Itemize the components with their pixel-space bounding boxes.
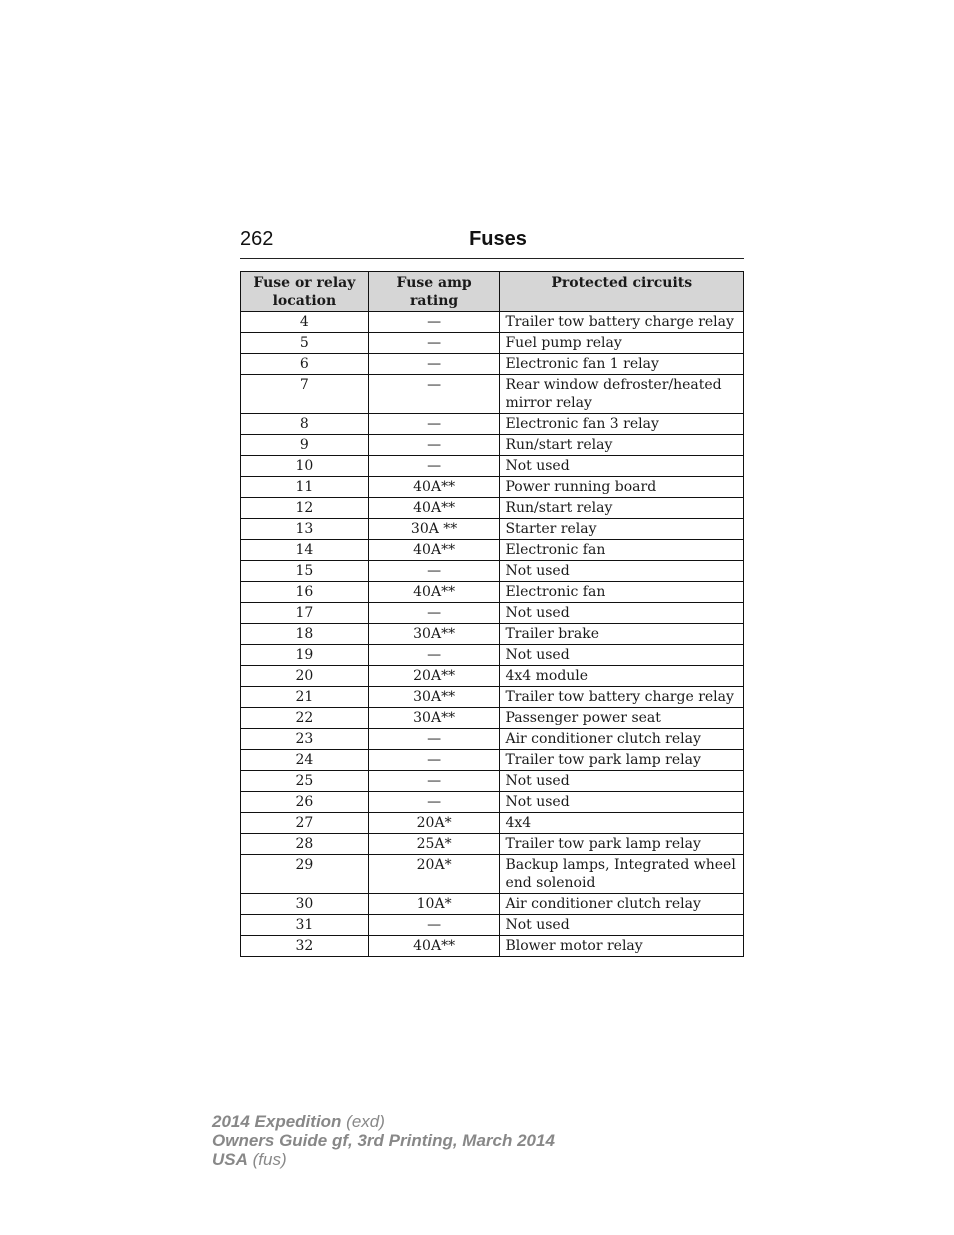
- footer-line-market: [212, 1150, 555, 1169]
- fuse-rating-cell: —: [368, 645, 500, 666]
- protected-circuit-cell: Rear window defroster/heated mirror relay: [500, 375, 744, 414]
- fuse-location-cell: 31: [241, 915, 369, 936]
- footer-printing: Owners Guide gf, 3rd Printing, March 2014: [212, 1131, 555, 1150]
- fuse-rating-cell: 30A**: [368, 624, 500, 645]
- fuse-location-cell: 26: [241, 792, 369, 813]
- fuse-location-cell: 13: [241, 519, 369, 540]
- column-header-circuits: Protected circuits: [500, 272, 744, 312]
- protected-circuit-cell: Air conditioner clutch relay: [500, 729, 744, 750]
- fuse-location-cell: 23: [241, 729, 369, 750]
- fuse-location-cell: 22: [241, 708, 369, 729]
- protected-circuit-cell: Starter relay: [500, 519, 744, 540]
- table-row: [241, 540, 744, 561]
- fuse-rating-cell: —: [368, 561, 500, 582]
- fuse-rating-cell: —: [368, 729, 500, 750]
- fuse-location-cell: 32: [241, 936, 369, 957]
- document-footer: [212, 1112, 555, 1169]
- fuse-rating-cell: —: [368, 354, 500, 375]
- fuse-rating-cell: 30A **: [368, 519, 500, 540]
- fuse-rating-cell: —: [368, 435, 500, 456]
- protected-circuit-cell: 4x4: [500, 813, 744, 834]
- table-row: [241, 687, 744, 708]
- fuse-location-cell: 17: [241, 603, 369, 624]
- fuse-location-cell: 24: [241, 750, 369, 771]
- fuse-location-cell: 19: [241, 645, 369, 666]
- protected-circuit-cell: Run/start relay: [500, 498, 744, 519]
- table-row: [241, 354, 744, 375]
- fuse-location-cell: 25: [241, 771, 369, 792]
- fuse-rating-cell: 40A**: [368, 477, 500, 498]
- fuse-location-cell: 18: [241, 624, 369, 645]
- fuse-location-cell: 8: [241, 414, 369, 435]
- table-row: [241, 666, 744, 687]
- fuse-location-cell: 9: [241, 435, 369, 456]
- table-row: [241, 333, 744, 354]
- table-row: [241, 624, 744, 645]
- page-number: 262: [240, 228, 274, 250]
- table-row: [241, 519, 744, 540]
- fuse-table: [240, 271, 744, 957]
- protected-circuit-cell: Trailer brake: [500, 624, 744, 645]
- fuse-location-cell: 27: [241, 813, 369, 834]
- footer-market-code: (fus): [247, 1150, 287, 1169]
- table-row: [241, 645, 744, 666]
- fuse-rating-cell: 20A**: [368, 666, 500, 687]
- protected-circuit-cell: Electronic fan: [500, 582, 744, 603]
- table-row: [241, 855, 744, 894]
- protected-circuit-cell: Passenger power seat: [500, 708, 744, 729]
- table-row: [241, 771, 744, 792]
- fuse-location-cell: 15: [241, 561, 369, 582]
- protected-circuit-cell: Electronic fan 1 relay: [500, 354, 744, 375]
- protected-circuit-cell: Fuel pump relay: [500, 333, 744, 354]
- fuse-location-cell: 5: [241, 333, 369, 354]
- table-row: [241, 477, 744, 498]
- page-header: [240, 228, 744, 259]
- footer-model: 2014 Expedition: [212, 1112, 342, 1131]
- protected-circuit-cell: Not used: [500, 915, 744, 936]
- fuse-rating-cell: —: [368, 414, 500, 435]
- fuse-rating-cell: —: [368, 456, 500, 477]
- table-row: [241, 834, 744, 855]
- table-row: [241, 915, 744, 936]
- fuse-rating-cell: 10A*: [368, 894, 500, 915]
- protected-circuit-cell: Blower motor relay: [500, 936, 744, 957]
- fuse-rating-cell: 40A**: [368, 498, 500, 519]
- footer-model-code: (exd): [341, 1112, 385, 1131]
- table-row: [241, 729, 744, 750]
- protected-circuit-cell: 4x4 module: [500, 666, 744, 687]
- protected-circuit-cell: Trailer tow park lamp relay: [500, 834, 744, 855]
- fuse-location-cell: 30: [241, 894, 369, 915]
- fuse-rating-cell: 40A**: [368, 936, 500, 957]
- fuse-location-cell: 10: [241, 456, 369, 477]
- fuse-rating-cell: 20A*: [368, 855, 500, 894]
- fuse-rating-cell: 40A**: [368, 540, 500, 561]
- table-row: [241, 312, 744, 333]
- fuse-rating-cell: —: [368, 750, 500, 771]
- protected-circuit-cell: Power running board: [500, 477, 744, 498]
- column-header-rating: Fuse amp rating: [368, 272, 500, 312]
- fuse-location-cell: 21: [241, 687, 369, 708]
- fuse-location-cell: 28: [241, 834, 369, 855]
- table-row: [241, 603, 744, 624]
- table-row: [241, 792, 744, 813]
- fuse-location-cell: 7: [241, 375, 369, 414]
- table-row: [241, 894, 744, 915]
- protected-circuit-cell: Not used: [500, 456, 744, 477]
- fuse-rating-cell: —: [368, 603, 500, 624]
- fuse-rating-cell: —: [368, 915, 500, 936]
- protected-circuit-cell: Not used: [500, 771, 744, 792]
- fuse-location-cell: 11: [241, 477, 369, 498]
- table-row: [241, 708, 744, 729]
- table-row: [241, 498, 744, 519]
- protected-circuit-cell: Trailer tow park lamp relay: [500, 750, 744, 771]
- fuse-rating-cell: —: [368, 375, 500, 414]
- table-row: [241, 813, 744, 834]
- footer-market: USA: [212, 1150, 248, 1169]
- fuse-location-cell: 16: [241, 582, 369, 603]
- table-row: [241, 750, 744, 771]
- fuse-rating-cell: —: [368, 792, 500, 813]
- table-row: [241, 582, 744, 603]
- section-title: Fuses: [469, 228, 527, 250]
- table-row: [241, 456, 744, 477]
- fuse-rating-cell: 20A*: [368, 813, 500, 834]
- footer-line-model: [212, 1112, 555, 1131]
- column-header-location: Fuse or relay location: [241, 272, 369, 312]
- fuse-rating-cell: —: [368, 333, 500, 354]
- fuse-rating-cell: —: [368, 771, 500, 792]
- table-header-row: [241, 272, 744, 312]
- protected-circuit-cell: Not used: [500, 792, 744, 813]
- protected-circuit-cell: Trailer tow battery charge relay: [500, 312, 744, 333]
- fuse-location-cell: 20: [241, 666, 369, 687]
- fuse-table-body: [241, 312, 744, 957]
- fuse-rating-cell: —: [368, 312, 500, 333]
- fuse-location-cell: 29: [241, 855, 369, 894]
- protected-circuit-cell: Not used: [500, 561, 744, 582]
- fuse-rating-cell: 40A**: [368, 582, 500, 603]
- protected-circuit-cell: Electronic fan: [500, 540, 744, 561]
- table-row: [241, 561, 744, 582]
- fuse-location-cell: 12: [241, 498, 369, 519]
- fuse-rating-cell: 30A**: [368, 708, 500, 729]
- fuse-location-cell: 14: [241, 540, 369, 561]
- protected-circuit-cell: Air conditioner clutch relay: [500, 894, 744, 915]
- table-row: [241, 936, 744, 957]
- protected-circuit-cell: Not used: [500, 645, 744, 666]
- fuse-location-cell: 4: [241, 312, 369, 333]
- fuse-location-cell: 6: [241, 354, 369, 375]
- table-row: [241, 435, 744, 456]
- protected-circuit-cell: Run/start relay: [500, 435, 744, 456]
- protected-circuit-cell: Electronic fan 3 relay: [500, 414, 744, 435]
- protected-circuit-cell: Trailer tow battery charge relay: [500, 687, 744, 708]
- fuse-rating-cell: 30A**: [368, 687, 500, 708]
- protected-circuit-cell: Not used: [500, 603, 744, 624]
- fuse-rating-cell: 25A*: [368, 834, 500, 855]
- table-row: [241, 414, 744, 435]
- table-row: [241, 375, 744, 414]
- protected-circuit-cell: Backup lamps, Integrated wheel end solenoid: [500, 855, 744, 894]
